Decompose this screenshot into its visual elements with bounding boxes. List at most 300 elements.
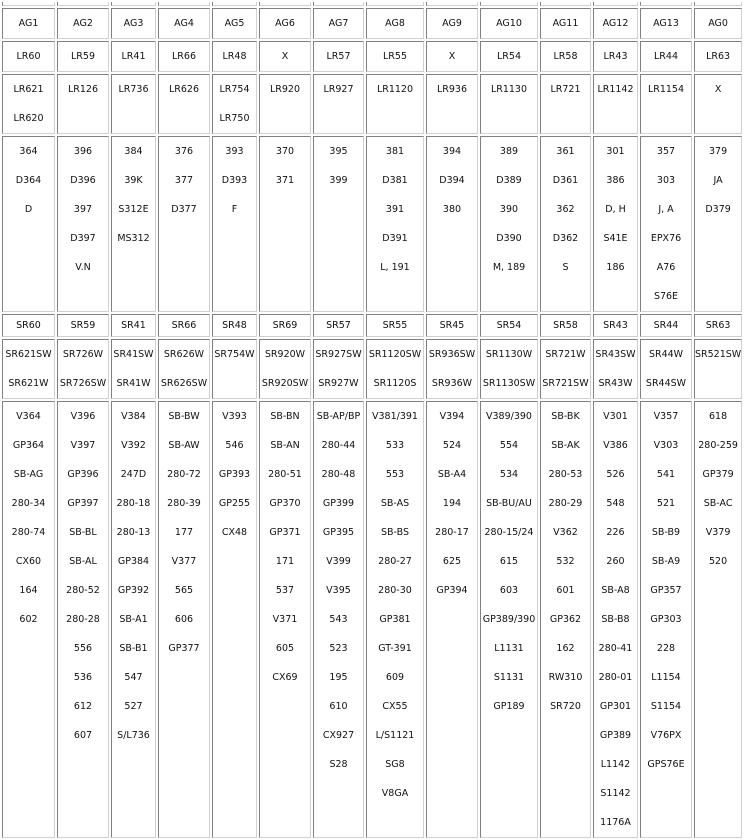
table-cell [313,41,364,72]
table-cell [366,41,424,72]
table-cell [111,314,156,337]
cell-value: 394 [442,146,462,157]
cell-value: SR754W [214,349,255,360]
cell-value: 397 [73,204,93,215]
cell-value: SR43W [598,378,633,389]
cell-value: 280-259 [698,440,738,451]
cell-value: AG4 [174,18,194,29]
table-cell [2,339,55,399]
cell-value: 537 [275,585,295,596]
cell-value: LR754 [219,84,250,95]
cell-value: SR936SW [428,349,476,360]
table-cell [540,41,591,72]
cell-value: SR1130SW [482,378,536,389]
cell-value: 162 [556,643,575,654]
cell-value: 361 [556,146,575,157]
cell-value: D379 [705,204,731,215]
cell-value: S1142 [600,788,631,799]
cell-value: 280-27 [378,556,412,567]
cell-value: L1131 [494,643,524,654]
cell-value: SR44 [653,320,679,331]
table-cell [313,339,364,399]
cell-value: D362 [552,233,579,244]
table-cell [640,314,692,337]
cell-value: 395 [329,146,348,157]
cell-value: SB-B8 [601,614,630,625]
cell-value: 396 [73,146,93,157]
cell-value: SR726W [62,349,104,360]
cell-value: SR521SW [695,349,742,360]
table-cell [640,401,692,838]
cell-value: D389 [496,175,522,186]
cell-value: 371 [275,175,295,186]
cell-value: 548 [606,498,625,509]
cell-value: SR58 [553,320,578,331]
cell-value: 533 [385,440,405,451]
table-cell [640,2,692,6]
table-cell [57,74,109,134]
cell-value: GP379 [702,469,734,480]
table-cell [426,401,478,838]
cell-value: 280-01 [598,672,633,683]
cell-value: V362 [553,527,578,538]
cell-value: SR44W [648,349,684,360]
cell-value: V357 [653,411,679,422]
cell-value: V396 [70,411,96,422]
table-cell [593,339,638,399]
table-cell [694,2,742,6]
cell-value: D364 [15,175,42,186]
cell-value: V397 [70,440,96,451]
table-cell [111,2,156,6]
table-cell [259,41,311,72]
table-cell [313,74,364,134]
table-cell [593,41,638,72]
cell-value: V.N [75,262,91,273]
cell-value: LR126 [67,84,99,95]
table-cell [366,8,424,39]
cell-value: 280-52 [66,585,100,596]
table-cell [111,339,156,399]
cell-value: LR41 [121,51,146,62]
cell-value: 612 [73,701,93,712]
cell-value: 391 [385,204,405,215]
cell-value: GP396 [67,469,99,480]
table-cell [540,74,591,134]
cell-value: L1142 [600,759,631,770]
cell-value: SR621W [8,378,49,389]
cell-value: 381 [385,146,405,157]
cell-value: D396 [70,175,96,186]
cell-value: 520 [709,556,728,567]
table-cell [57,136,109,312]
table-cell [158,8,210,39]
table-row-numeric [2,136,742,312]
cell-value: 377 [174,175,194,186]
cell-value: SB-A9 [651,556,681,567]
cell-value: 565 [174,585,194,596]
cell-value: 280-13 [116,527,151,538]
table-row-other-equivalents [2,401,742,838]
cell-value: GP301 [599,701,632,712]
table-cell [259,339,311,399]
cell-value: 384 [124,146,143,157]
cell-value: F [231,204,238,215]
cell-value: SR66 [171,320,197,331]
cell-value: 226 [606,527,625,538]
cell-value: 543 [329,614,348,625]
table-cell [259,74,311,134]
cell-value: 601 [556,585,575,596]
cell-value: V389/390 [486,411,532,422]
table-cell [212,41,257,72]
cell-value: SB-A4 [437,469,467,480]
table-cell [2,401,55,838]
cell-value: 194 [442,498,462,509]
cell-value: 527 [124,701,143,712]
cell-value: SG8 [385,759,405,770]
table-cell [480,136,538,312]
cell-value: 280-48 [321,469,356,480]
cell-value: SR726SW [59,378,107,389]
table-cell [57,8,109,39]
cell-value: LR44 [654,51,678,62]
cell-value: 607 [73,730,93,741]
cell-value: L, 191 [380,262,410,273]
cell-value: SB-BN [270,411,300,422]
cell-value: SB-AN [270,440,300,451]
cell-value: 523 [329,643,348,654]
cell-value: 556 [73,643,93,654]
cell-value: 393 [225,146,244,157]
cell-value: SR936W [431,378,473,389]
table-row-sr-code [2,314,742,337]
cell-value: 379 [709,146,728,157]
cell-value: SR44SW [645,378,687,389]
table-cell [480,314,538,337]
cell-value: D397 [70,233,96,244]
cell-value: RW310 [548,672,583,683]
table-cell [593,136,638,312]
cell-value: 303 [656,175,676,186]
cell-value: LR721 [550,84,581,95]
cell-value: D394 [439,175,465,186]
cell-value: V364 [16,411,41,422]
cell-value: X [281,51,289,62]
cell-value: GPS76E [647,759,685,770]
cell-value: AG8 [385,18,405,29]
cell-value: 364 [19,146,38,157]
cell-value: L1154 [651,672,681,683]
table-cell [57,314,109,337]
cell-value: S [562,262,569,273]
table-cell [313,2,364,6]
cell-value: 280-34 [11,498,46,509]
cell-value: LR927 [323,84,354,95]
table-cell [259,8,311,39]
table-cell [57,41,109,72]
table-cell [366,401,424,838]
cell-value: SB-AL [69,556,97,567]
cell-value: SR626SW [160,378,208,389]
cell-value: SR721SW [542,378,589,389]
cell-value: SR920SW [261,378,309,389]
cell-value: MS312 [117,233,150,244]
cell-value: LR1120 [376,84,414,95]
table-cell [426,74,478,134]
cell-value: CX927 [322,730,355,741]
table-cell [366,339,424,399]
cell-value: D, H [605,204,626,215]
table-cell [426,2,478,6]
table-row-lr-alt [2,74,742,134]
table-cell [259,401,311,838]
cell-value: 280-30 [378,585,412,596]
cell-value: SR48 [222,320,247,331]
table-cell [212,339,257,399]
cell-value: GP303 [650,614,682,625]
cell-value: 1176A [600,817,631,828]
cell-value: GP381 [379,614,411,625]
cell-value: GP394 [436,585,468,596]
cell-value: GP364 [12,440,45,451]
cell-value: A76 [656,262,676,273]
cell-value: CX69 [272,672,298,683]
cell-value: SR1120S [373,378,417,389]
cell-value: SB-BL [69,527,97,538]
cell-value: SB-AK [551,440,580,451]
cell-value: SB-BS [380,527,410,538]
cell-value: LR736 [118,84,149,95]
cell-value: 171 [275,556,295,567]
cell-value: LR936 [436,84,468,95]
table-top-strip [2,2,742,6]
cell-value: AG13 [653,18,679,29]
cell-value: 546 [225,440,244,451]
table-cell [2,41,55,72]
cell-value: V371 [272,614,298,625]
cell-value: 380 [442,204,462,215]
cell-value: 280-39 [167,498,201,509]
cell-value: GP371 [269,527,301,538]
cell-value: GP395 [322,527,355,538]
cell-value: 389 [499,146,519,157]
table-cell [640,41,692,72]
cell-value: SR41 [121,320,146,331]
cell-value: AG6 [275,18,295,29]
table-cell [694,136,742,312]
cell-value: 280-44 [321,440,356,451]
cell-value: SR43SW [595,349,636,360]
cell-value: SB-BK [551,411,580,422]
table-cell [593,314,638,337]
table-cell [212,136,257,312]
cell-value: 376 [174,146,194,157]
cell-value: V386 [603,440,628,451]
table-cell [158,41,210,72]
cell-value: AG12 [602,18,629,29]
cell-value: GP389 [599,730,632,741]
cell-value: 399 [329,175,348,186]
cell-value: LR58 [553,51,578,62]
table-cell [313,8,364,39]
cell-value: V377 [171,556,197,567]
cell-value: EPX76 [650,233,682,244]
table-cell [158,74,210,134]
table-cell [426,41,478,72]
cell-value: LR626 [168,84,200,95]
cell-value: 534 [499,469,519,480]
cell-value: LR920 [269,84,301,95]
cell-value: LR1130 [490,84,528,95]
cell-value: S28 [329,759,348,770]
table-cell [593,8,638,39]
cell-value: GP362 [549,614,582,625]
cell-value: SR626W [163,349,205,360]
table-cell [57,401,109,838]
table-cell [158,401,210,838]
table-cell [57,339,109,399]
cell-value: X [448,51,456,62]
cell-value: GP392 [117,585,150,596]
cell-value: SR41W [116,378,151,389]
cell-value: S1131 [493,672,525,683]
cell-value: SR45 [439,320,465,331]
cell-value: LR54 [497,51,521,62]
table-cell [480,2,538,6]
cell-value: D390 [496,233,522,244]
table-cell [313,136,364,312]
table-cell [313,401,364,838]
cell-value: SB-AP/BP [316,411,361,422]
cell-value: LR48 [222,51,247,62]
table-cell [540,339,591,399]
cell-value: 521 [656,498,676,509]
cell-value: SB-A8 [601,585,630,596]
cell-value: AG9 [442,18,462,29]
table-cell [480,401,538,838]
cell-value: GP389/390 [482,614,536,625]
table-cell [2,314,55,337]
cell-value: GT-391 [378,643,412,654]
table-cell [480,339,538,399]
table-cell [694,339,742,399]
cell-value: JA [713,175,723,186]
table-cell [426,339,478,399]
table-cell [212,401,257,838]
cell-value: AG5 [224,18,245,29]
cell-value: SR54 [496,320,522,331]
table-cell [111,401,156,838]
cell-value: SR41SW [113,349,154,360]
table-row-ag-code [2,8,742,39]
table-cell [694,401,742,838]
cell-value: CX48 [221,527,248,538]
table-cell [111,41,156,72]
cell-value: AG10 [496,18,522,29]
cell-value: 186 [606,262,625,273]
cell-value: SB-AS [380,498,410,509]
cell-value: SB-BU/AU [486,498,532,509]
cell-value: 602 [19,614,38,625]
table-cell [426,136,478,312]
cell-value: AG3 [123,18,144,29]
cell-value: LR1142 [597,84,634,95]
cell-value: GP189 [493,701,525,712]
cell-value: 280-53 [548,469,583,480]
cell-value: AG0 [708,18,728,29]
table-cell [540,2,591,6]
cell-value: 247D [120,469,147,480]
cell-value: 195 [329,672,348,683]
cell-value: GP393 [218,469,251,480]
cell-value: S41E [603,233,628,244]
table-cell [2,2,55,6]
cell-value: 228 [656,643,676,654]
cell-value: 615 [499,556,519,567]
cell-value: SB-B9 [651,527,681,538]
table-cell [480,74,538,134]
table-cell [640,8,692,39]
table-cell [426,8,478,39]
cell-value: 532 [556,556,575,567]
table-cell [2,8,55,39]
cell-value: 357 [656,146,676,157]
cell-value: SR1120SW [368,349,422,360]
cell-value: 390 [499,204,519,215]
cell-value: J, A [658,204,674,215]
cell-value: SB-AW [168,440,200,451]
cell-value: 526 [606,469,625,480]
table-cell [540,401,591,838]
table-cell [212,74,257,134]
cell-value: SR720 [550,701,581,712]
table-cell [111,74,156,134]
table-cell [694,314,742,337]
table-cell [593,2,638,6]
cell-value: S76E [653,291,679,302]
table-cell [111,136,156,312]
cell-value: D377 [171,204,197,215]
cell-value: S1154 [650,701,682,712]
cell-value: LR55 [383,51,407,62]
cell-value: SB-AC [703,498,733,509]
cell-value: V303 [653,440,679,451]
cell-value: LR621 [13,84,44,95]
cell-value: AG2 [73,18,93,29]
cell-value: X [714,84,722,95]
table-cell [540,136,591,312]
table-cell [366,74,424,134]
cell-value: 362 [556,204,575,215]
cell-value: 280-72 [167,469,201,480]
cell-value: LR63 [706,51,731,62]
cell-value: LR1154 [647,84,685,95]
cell-value: SR63 [705,320,731,331]
table-cell [593,401,638,838]
cell-value: D361 [552,175,579,186]
cell-value: LR43 [603,51,628,62]
cell-value: LR750 [219,113,250,124]
table-cell [212,314,257,337]
cell-value: 370 [275,146,295,157]
cell-value: 280-15/24 [484,527,534,538]
table-cell [640,136,692,312]
cell-value: 618 [709,411,728,422]
table-cell [111,8,156,39]
cell-value: LR66 [172,51,196,62]
cell-value: 260 [606,556,625,567]
